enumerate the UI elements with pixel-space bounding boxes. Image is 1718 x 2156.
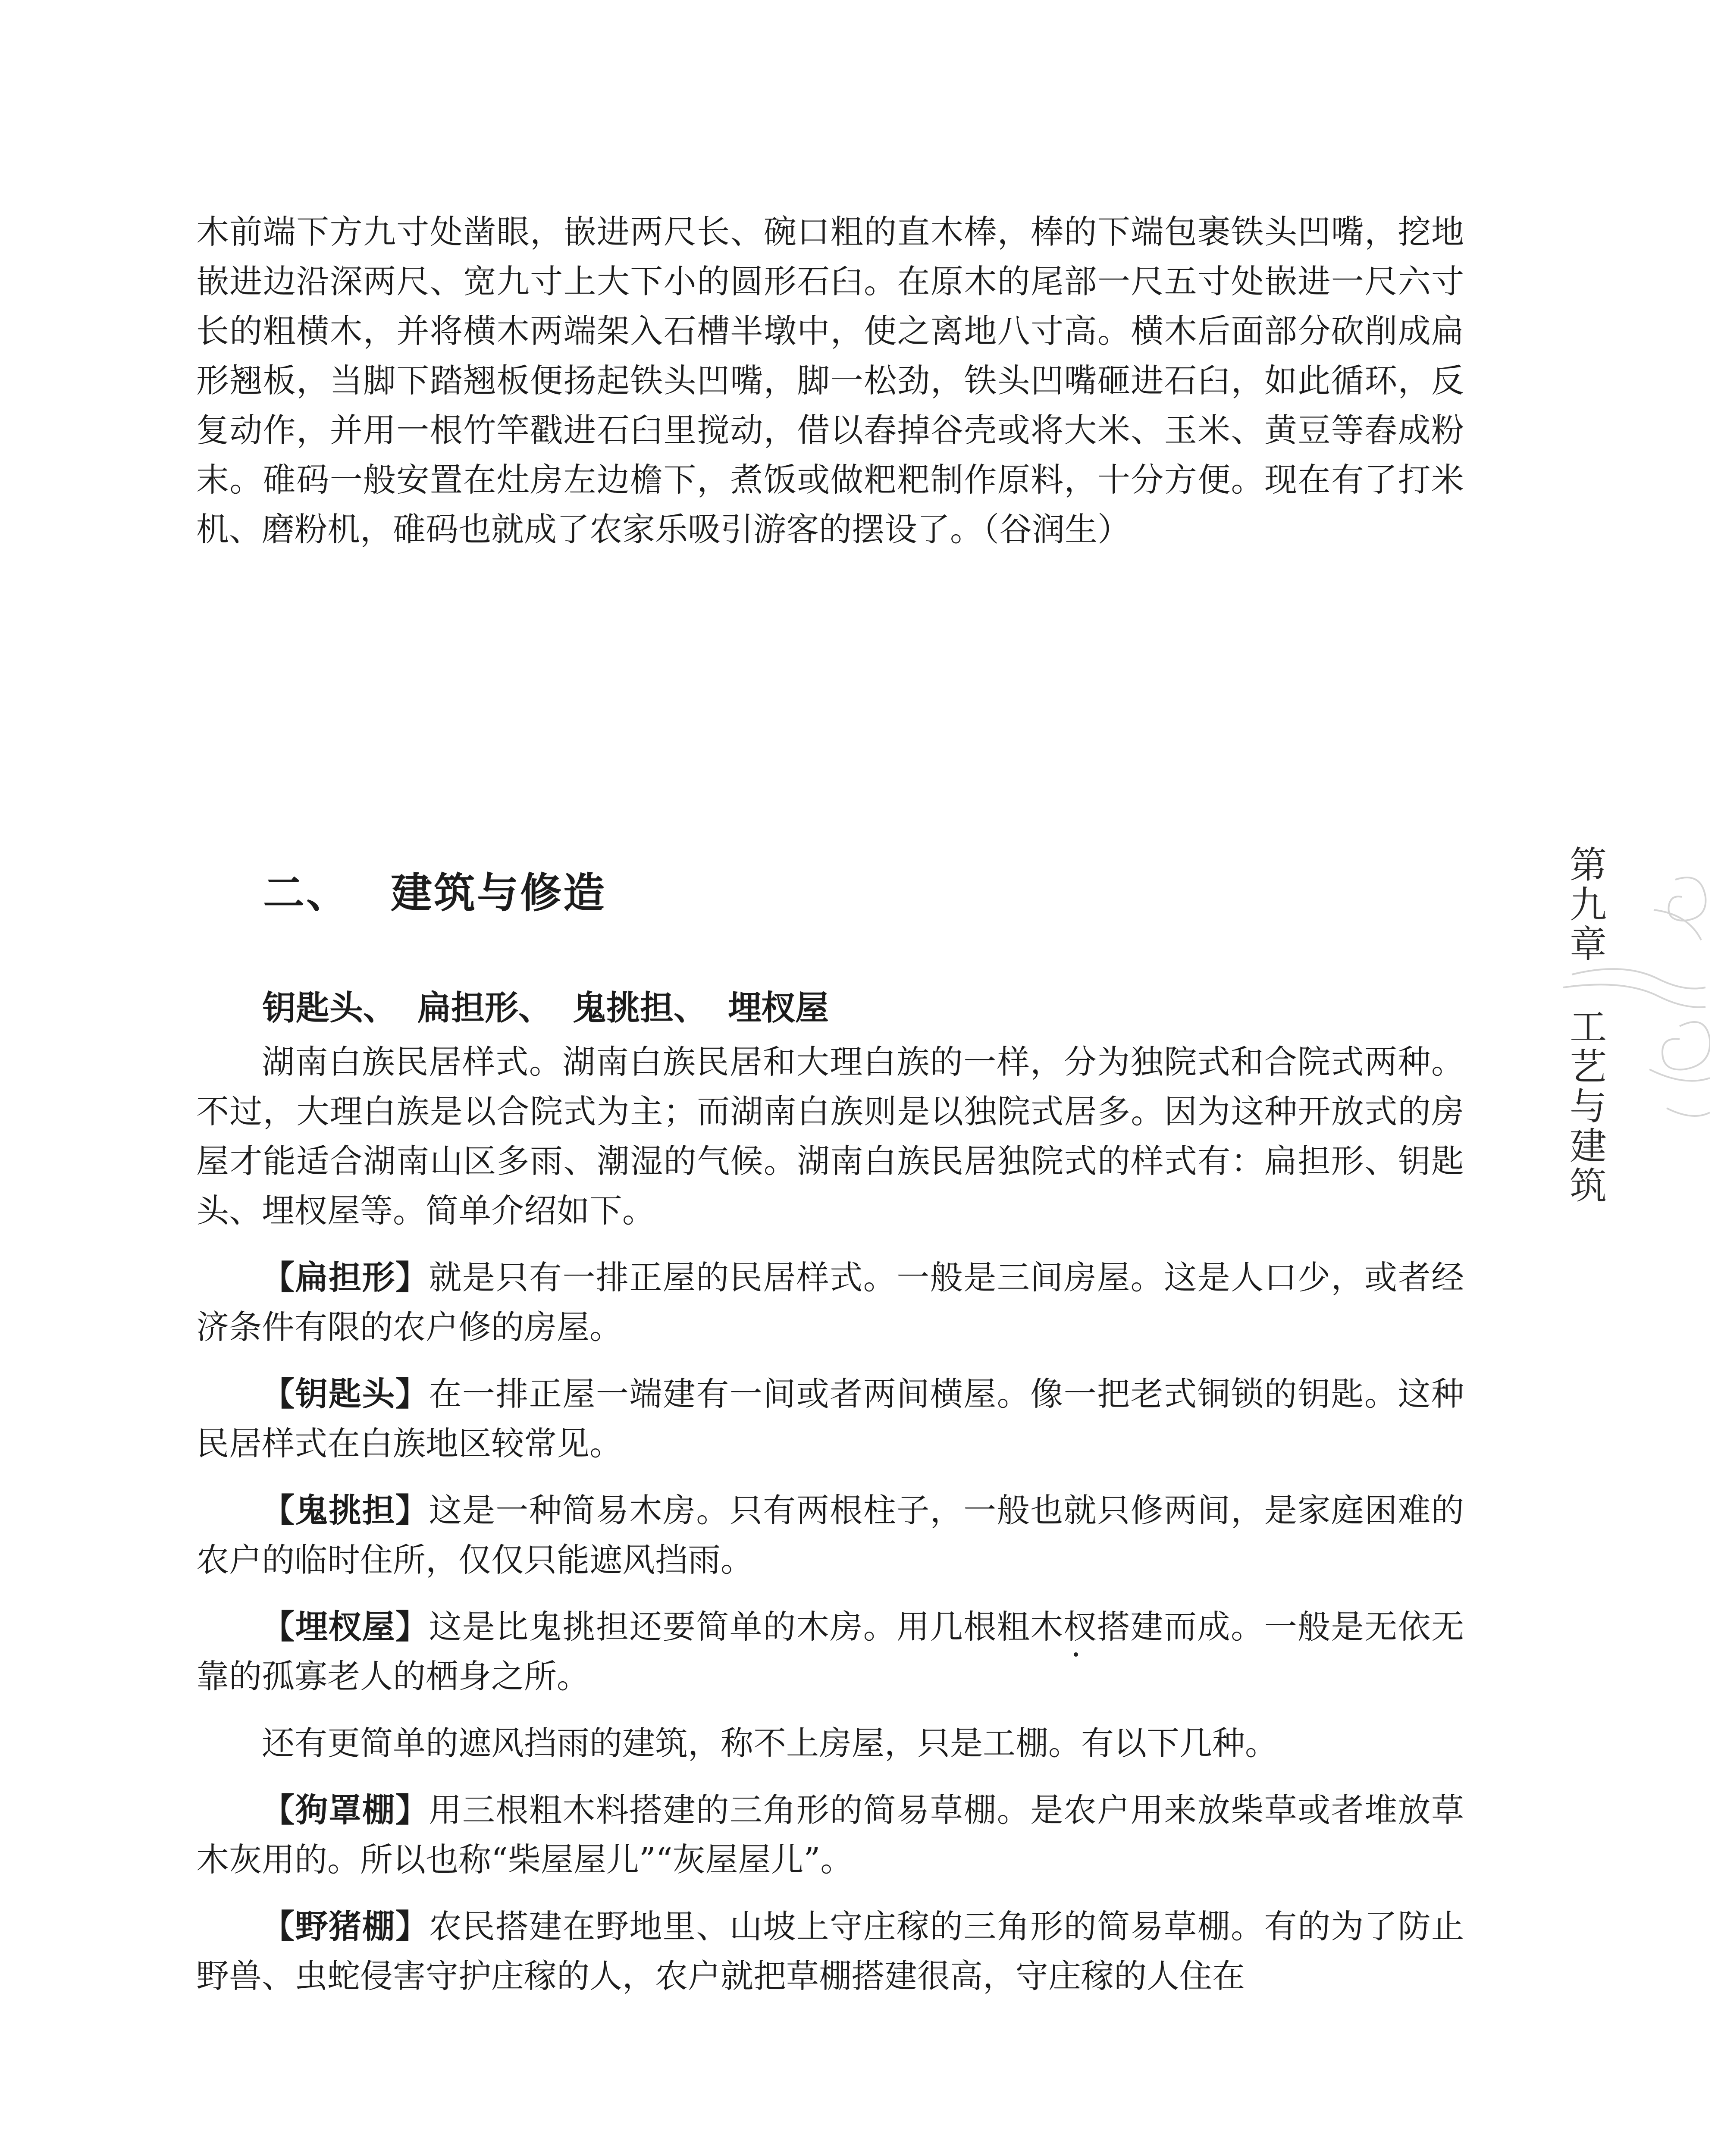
entry-paragraph <box>196 1602 1464 1701</box>
entry-paragraph <box>196 1485 1464 1585</box>
entry-text: 用三根粗木料搭建的三角形的简易草棚。是农户用来放柴草或者堆放草木灰用的。所以也称“柴屋屋儿”“灰屋屋儿”。 <box>196 1791 1464 1879</box>
sub-heading-item: 鬼挑担、 <box>573 988 708 1028</box>
intro-paragraph: 湖南白族民居样式。湖南白族民居和大理白族的一样，分为独院式和合院式两种。不过，大理白族是以合院式为主；而湖南白族则是以独院式居多。因为这种开放式的房屋才能适合湖南山区多雨、潮湿的气候。湖南白族民居独院式的样式有：扁担形、钥匙头、埋杈屋等。简单介绍如下。 <box>196 1043 1464 1230</box>
entry-paragraph <box>196 1785 1464 1884</box>
sub-heading <box>262 981 850 1029</box>
entry-text: 这是一种简易木房。只有两根柱子，一般也就只修两间，是家庭困难的农户的临时住所，仅仅只能遮风挡雨。 <box>196 1491 1464 1579</box>
chapter-number: 第九章 <box>1563 845 1606 964</box>
entry-term: 【狗罩棚】 <box>262 1791 429 1829</box>
paragraph: 木前端下方九寸处凿眼，嵌进两尺长、碗口粗的直木棒，棒的下端包裹铁头凹嘴，挖地嵌进边沿深两尺、宽九寸上大下小的圆形石臼。在原木的尾部一尺五寸处嵌进一尺六寸长的粗横木，并将横木两端架入石槽半墩中，使之离地八寸高。横木后面部分砍削成扁形翘板，当脚下踏翘板便扬起铁头凹嘴，脚一松劲，铁头凹嘴砸进石臼，如此循环，反复动作，并用一根竹竿戳进石臼里搅动，借以舂掉谷壳或将大米、玉米、黄豆等舂成粉末。碓码一般安置在灶房左边檐下，煮饭或做粑粑制作原料，十分方便。现在有了打米机、磨粉机，碓码也就成了农家乐吸引游客的摆设了。（谷润生） <box>196 213 1464 548</box>
section-number: 二、 <box>263 868 349 917</box>
chapter-title: 工艺与建筑 <box>1563 1007 1606 1206</box>
entry-paragraph <box>196 1253 1464 1352</box>
chapter-label <box>1563 845 1606 1206</box>
entry-text: 这是比鬼挑担还要简单的木房。用几根粗木杈搭建而成。一般是无依无靠的孤寡老人的栖身之所。 <box>196 1608 1464 1695</box>
entry-text: 就是只有一排正屋的民居样式。一般是三间房屋。这是人口少，或者经济条件有限的农户修的房屋。 <box>196 1258 1464 1346</box>
sub-heading-item: 埋杈屋 <box>728 988 829 1028</box>
transition-paragraph: 还有更简单的遮风挡雨的建筑，称不上房屋，只是工棚。有以下几种。 <box>262 1724 1278 1762</box>
entry-paragraph <box>196 1902 1464 2001</box>
section-title: 建筑与修造 <box>391 868 606 917</box>
entry-paragraph <box>196 1369 1464 1468</box>
section-body <box>196 1037 1464 2018</box>
scan-speck <box>1074 1652 1078 1657</box>
entry-term: 【扁担形】 <box>262 1258 429 1297</box>
entry-text: 在一排正屋一端建有一间或者两间横屋。像一把老式铜锁的钥匙。这种民居样式在白族地区较常见。 <box>196 1375 1464 1463</box>
entry-term: 【钥匙头】 <box>262 1375 429 1413</box>
sub-heading-item: 扁担形、 <box>417 988 552 1028</box>
entry-text: 农民搭建在野地里、山坡上守庄稼的三角形的简易草棚。有的为了防止野兽、虫蛇侵害守护庄稼的人，农户就把草棚搭建很高，守庄稼的人住在 <box>196 1907 1464 1995</box>
continued-paragraph <box>196 207 1464 554</box>
sub-heading-item: 钥匙头、 <box>262 988 397 1028</box>
section-heading <box>263 860 606 919</box>
entry-term: 【埋杈屋】 <box>262 1608 429 1646</box>
chapter-tab <box>1546 845 1710 1233</box>
entry-term: 【野猪棚】 <box>262 1907 429 1946</box>
entry-term: 【鬼挑担】 <box>262 1491 429 1529</box>
